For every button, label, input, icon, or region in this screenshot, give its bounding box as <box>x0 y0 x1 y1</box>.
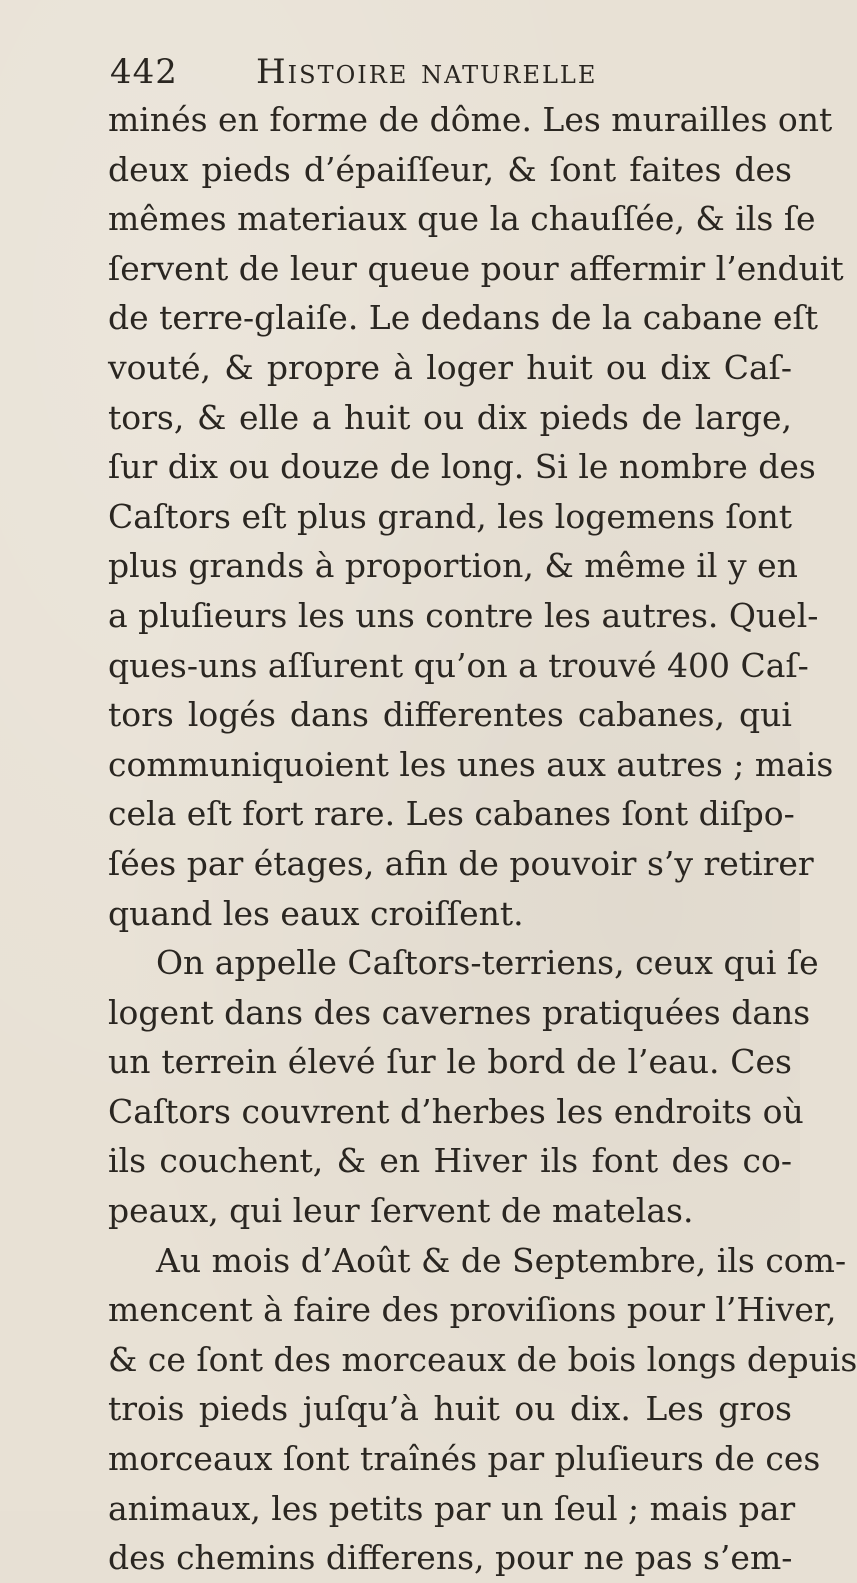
text-line: cela eſt fort rare. Les cabanes ſont diſpo- <box>108 794 795 834</box>
running-title: Histoire naturelle <box>256 52 598 92</box>
text-line: Caſtors eſt plus grand, les logemens ſont <box>108 496 792 536</box>
text-line: & ce ſont des morceaux de bois longs depuis <box>108 1339 857 1379</box>
text-line: un terrein élevé ſur le bord de l’eau. Ces <box>108 1042 792 1082</box>
text-line: ſur dix ou douze de long. Si le nombre des <box>108 447 816 487</box>
text-line: deux pieds d’épaiſſeur, & ſont faites des <box>108 149 792 189</box>
text-line: de terre-glaiſe. Le dedans de la cabane eſt <box>108 298 818 338</box>
text-line: peaux, qui leur ſervent de matelas. <box>108 1191 694 1231</box>
text-line: ques-uns aſſurent qu’on a trouvé 400 Caſ- <box>108 645 809 685</box>
text-line: mêmes materiaux que la chauſſée, & ils ſe <box>108 199 816 239</box>
text-line: On appelle Caſtors-terriens, ceux qui ſe <box>156 943 819 983</box>
text-line: ſervent de leur queue pour affermir l’enduit <box>108 248 844 288</box>
text-line: ils couchent, & en Hiver ils font des co- <box>108 1141 792 1181</box>
text-line: morceaux ſont traînés par pluſieurs de ces <box>108 1439 821 1479</box>
text-line: minés en forme de dôme. Les murailles ont <box>108 100 833 139</box>
text-line: communiquoient les unes aux autres ; mais <box>108 744 834 784</box>
text-line: des chemins differens, pour ne pas s’em- <box>108 1538 793 1578</box>
text-line: vouté, & propre à loger huit ou dix Caſ- <box>108 347 792 387</box>
text-line: mencent à faire des proviſions pour l’Hiver, <box>108 1290 837 1330</box>
text-line: trois pieds juſqu’à huit ou dix. Les gros <box>108 1389 792 1429</box>
page-number: 442 <box>110 52 178 92</box>
blank-bottom-margin <box>0 1415 821 1511</box>
body-text <box>108 95 857 1583</box>
text-line: animaux, les petits par un ſeul ; mais par <box>108 1488 796 1528</box>
text-line: logent dans des cavernes pratiquées dans <box>108 992 811 1032</box>
text-line: quand les eaux croiſſent. <box>108 893 524 933</box>
text-line: Caſtors couvrent d’herbes les endroits où <box>108 1091 804 1131</box>
text-line: tors, & elle a huit ou dix pieds de large, <box>108 397 792 437</box>
text-line: ſées par étages, afin de pouvoir s’y retirer <box>108 843 814 883</box>
text-line: a pluſieurs les uns contre les autres. Quel- <box>108 595 819 635</box>
text-line: Au mois d’Août & de Septembre, ils com- <box>156 1240 847 1280</box>
text-line: tors logés dans differentes cabanes, qui <box>108 695 792 735</box>
text-line: plus grands à proportion, & même il y en <box>108 546 798 586</box>
